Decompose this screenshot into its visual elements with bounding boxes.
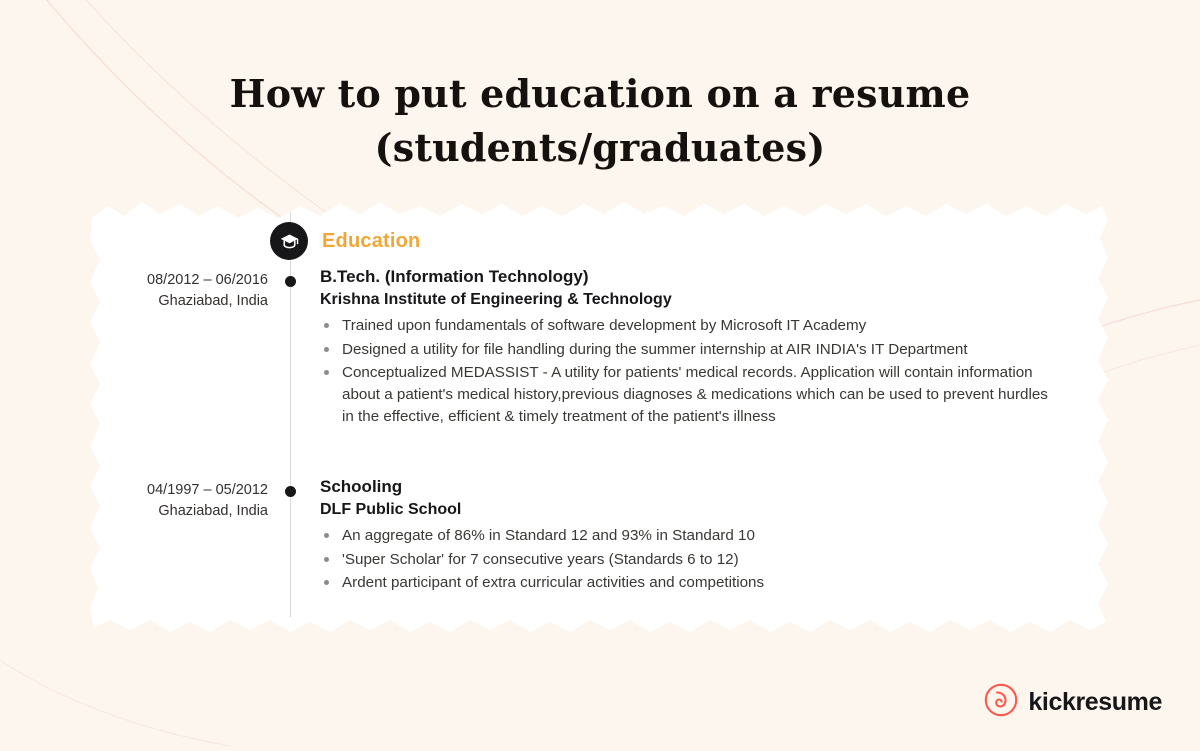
- page-title-line-2: (students/graduates): [374, 125, 826, 171]
- entry-meta: [88, 270, 268, 312]
- entry-organization: Krishna Institute of Engineering & Technology: [320, 290, 672, 308]
- page-title-line-1: How to put education on a resume: [229, 71, 971, 117]
- list-item: Conceptualized MEDASSIST - A utility for patients' medical records. Application will contain information about a patient's medical history,previous diagnoses & medications which can be used to prevent hurdles in the effective, efficient & timely treatment of the patient's illness: [320, 362, 1060, 427]
- timeline-rule: [290, 212, 291, 617]
- entry-date: 04/1997 – 05/2012: [147, 482, 268, 498]
- timeline-dot: [285, 276, 296, 287]
- list-item: Trained upon fundamentals of software development by Microsoft IT Academy: [320, 315, 1060, 337]
- list-item: Designed a utility for file handling during the summer internship at AIR INDIA's IT Department: [320, 339, 1060, 361]
- entry-body: [320, 476, 1060, 596]
- page-title: [0, 67, 1200, 175]
- resume-content: [88, 192, 1112, 642]
- education-section-title: Education: [322, 229, 421, 252]
- list-item: Ardent participant of extra curricular activities and competitions: [320, 572, 1060, 594]
- education-section-header: [270, 222, 420, 260]
- entry-location: Ghaziabad, India: [158, 293, 268, 310]
- entry-date: 08/2012 – 06/2016: [147, 272, 268, 288]
- timeline-dot: [285, 486, 296, 497]
- entry-organization: DLF Public School: [320, 500, 462, 518]
- kickresume-spiral-icon: [984, 683, 1018, 722]
- graduation-cap-icon: [270, 222, 308, 260]
- list-item: An aggregate of 86% in Standard 12 and 93% in Standard 10: [320, 525, 1060, 547]
- kickresume-logo: [984, 683, 1162, 722]
- resume-preview-card: [88, 192, 1112, 642]
- entry-title: B.Tech. (Information Technology): [320, 267, 589, 286]
- entry-meta: [88, 480, 268, 522]
- kickresume-logo-text: kickresume: [1028, 688, 1162, 716]
- entry-body: [320, 266, 1060, 429]
- list-item: 'Super Scholar' for 7 consecutive years (Standards 6 to 12): [320, 549, 1060, 571]
- entry-bullet-list: [320, 525, 1060, 594]
- entry-location: Ghaziabad, India: [158, 503, 268, 520]
- entry-bullet-list: [320, 315, 1060, 427]
- entry-title: Schooling: [320, 477, 403, 496]
